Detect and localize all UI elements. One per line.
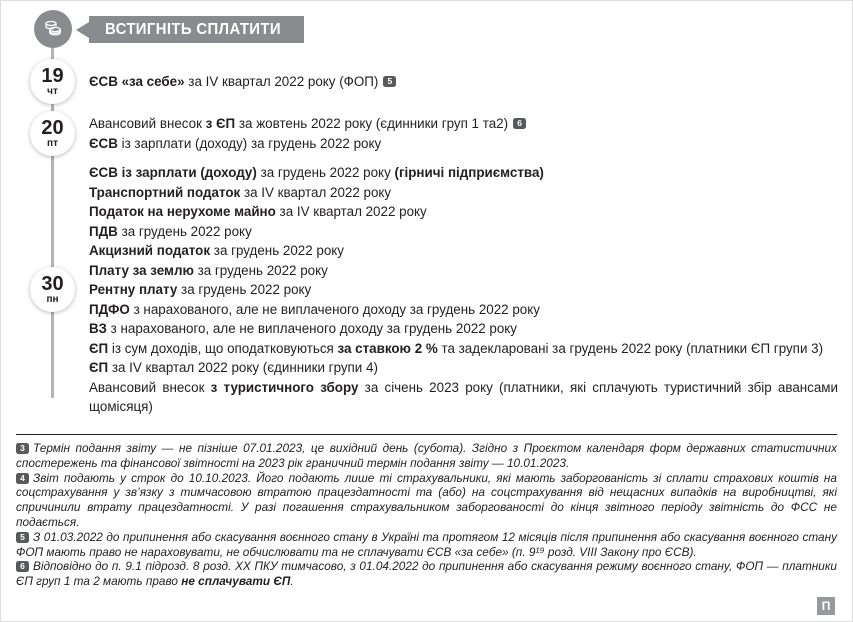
date-weekday: пт xyxy=(47,138,58,149)
timeline-group xyxy=(1,163,852,417)
deadline-item: ВЗ з нарахованого, але не виплаченого доходу за грудень 2022 року xyxy=(89,321,517,336)
deadline-item: Рентну плату за грудень 2022 року xyxy=(89,282,312,297)
deadline-item: ЄСВ із зарплати (доходу) за грудень 2022 року (гірничі підприємства) xyxy=(89,165,544,180)
footnote-number-badge: 5 xyxy=(16,532,29,543)
footnote-number-badge: 3 xyxy=(16,443,29,454)
page-title-banner xyxy=(89,16,304,43)
date-day: 30 xyxy=(41,273,64,296)
deadline-item: Плату за землю за грудень 2022 року xyxy=(89,262,328,278)
date-column xyxy=(1,59,89,104)
date-circle xyxy=(30,267,75,312)
deadline-item: Авансовий внесок з туристичного збору за січень 2023 року (платники, які сплачують туристичний збір авансами щомісяця) xyxy=(89,379,838,414)
deadline-item: Податок на нерухоме майно за IV квартал 2022 року xyxy=(89,204,427,219)
footnote-ref-badge: 5 xyxy=(383,76,396,87)
page-title: ВСТИГНІТЬ СПЛАТИТИ xyxy=(105,20,281,38)
deadline-item: ЄП за IV квартал 2022 року (єдинники групи 4) xyxy=(89,360,378,375)
footnote xyxy=(16,559,837,589)
coins-icon xyxy=(34,10,72,48)
footnote-text: Відповідно до п. 9.1 підрозд. 8 розд. ХХ ПКУ тимчасово, з 01.04.2022 до припинення або скасування режиму воєнного стану, ФОП — платники ЄП груп 1 та 2 мають право не сплачувати ЄП. xyxy=(16,559,837,589)
date-day: 20 xyxy=(41,117,64,139)
deadline-item: Транспортний податок за IV квартал 2022 року xyxy=(89,184,392,200)
deadline-item: ПДВ за грудень 2022 року xyxy=(89,223,252,239)
footnote-ref-badge: 6 xyxy=(513,118,526,129)
deadlines-timeline xyxy=(1,59,852,424)
deadline-items xyxy=(89,114,852,153)
publisher-logo xyxy=(817,597,835,615)
footnote xyxy=(16,471,837,530)
date-circle xyxy=(30,111,75,156)
date-circle xyxy=(30,59,75,104)
deadline-item: ЄСВ із зарплати (доходу) за грудень 2022 року xyxy=(89,135,382,151)
deadline-items xyxy=(89,163,852,417)
footnote-text: Термін подання звіту — не пізніше 07.01.2023, це вихідний день (субота). Згідно з Проєктом календаря форм державних статистичних спостережень та фінансової звітності на 2023 рік граничний термін подання звіту — 10.01.2023. xyxy=(16,441,837,470)
footnote-text: З 01.03.2022 до припинення або скасування воєнного стану в Україні та протягом 12 місяців після припинення або скасування воєнного стану ФОП мають право не нараховувати, не обчислювати та не сплачувати ЄСВ «за себе» (п. 9¹⁹ розд. VIII Закону про ЄСВ). xyxy=(16,529,837,559)
date-weekday: чт xyxy=(47,86,58,97)
date-weekday: пн xyxy=(46,294,59,306)
date-column xyxy=(1,267,89,312)
deadline-item: ЄСВ «за себе» за IV квартал 2022 року (ФОП) 5 xyxy=(89,72,838,92)
footnote xyxy=(16,441,837,471)
deadline-item: ПДФО з нарахованого, але не виплаченого доходу за грудень 2022 року xyxy=(89,301,540,317)
deadline-item: Авансовий внесок з ЄП за жовтень 2022 року (єдинники груп 1 та2) 6 xyxy=(89,114,838,134)
deadline-items xyxy=(89,72,852,92)
date-day: 19 xyxy=(41,65,64,87)
footnote-number-badge: 4 xyxy=(16,473,29,484)
footnote xyxy=(16,530,837,560)
timeline-group xyxy=(1,59,852,104)
date-column xyxy=(1,111,89,156)
footnotes-section xyxy=(16,441,837,589)
timeline-group xyxy=(1,111,852,156)
footnote-number-badge: 6 xyxy=(16,561,29,572)
deadline-item: ЄП із сум доходів, що оподатковуються за ставкою 2 % та задекларовані за грудень 2022 року (платники ЄП групи 3) xyxy=(89,340,824,356)
deadline-item: Акцизний податок за грудень 2022 року xyxy=(89,243,344,258)
publisher-logo-letter: П xyxy=(821,599,831,613)
footnotes-divider xyxy=(16,434,837,435)
footnote-text: Звіт подають у строк до 10.10.2023. Його подають лише ті страхувальники, які мають заборгованість зі сплати страхових коштів на соцстрахування у зв’язку з тимчасовою втратою працездатності та (або) на соцстрахування від нещасних випадків на виробництві, які спричинили втрату працездатності. У разі погашення страхувальником заборгованості до кінця звітного періоду звітність до ФСС не подається. xyxy=(16,470,837,529)
banner-pointer xyxy=(76,22,89,38)
